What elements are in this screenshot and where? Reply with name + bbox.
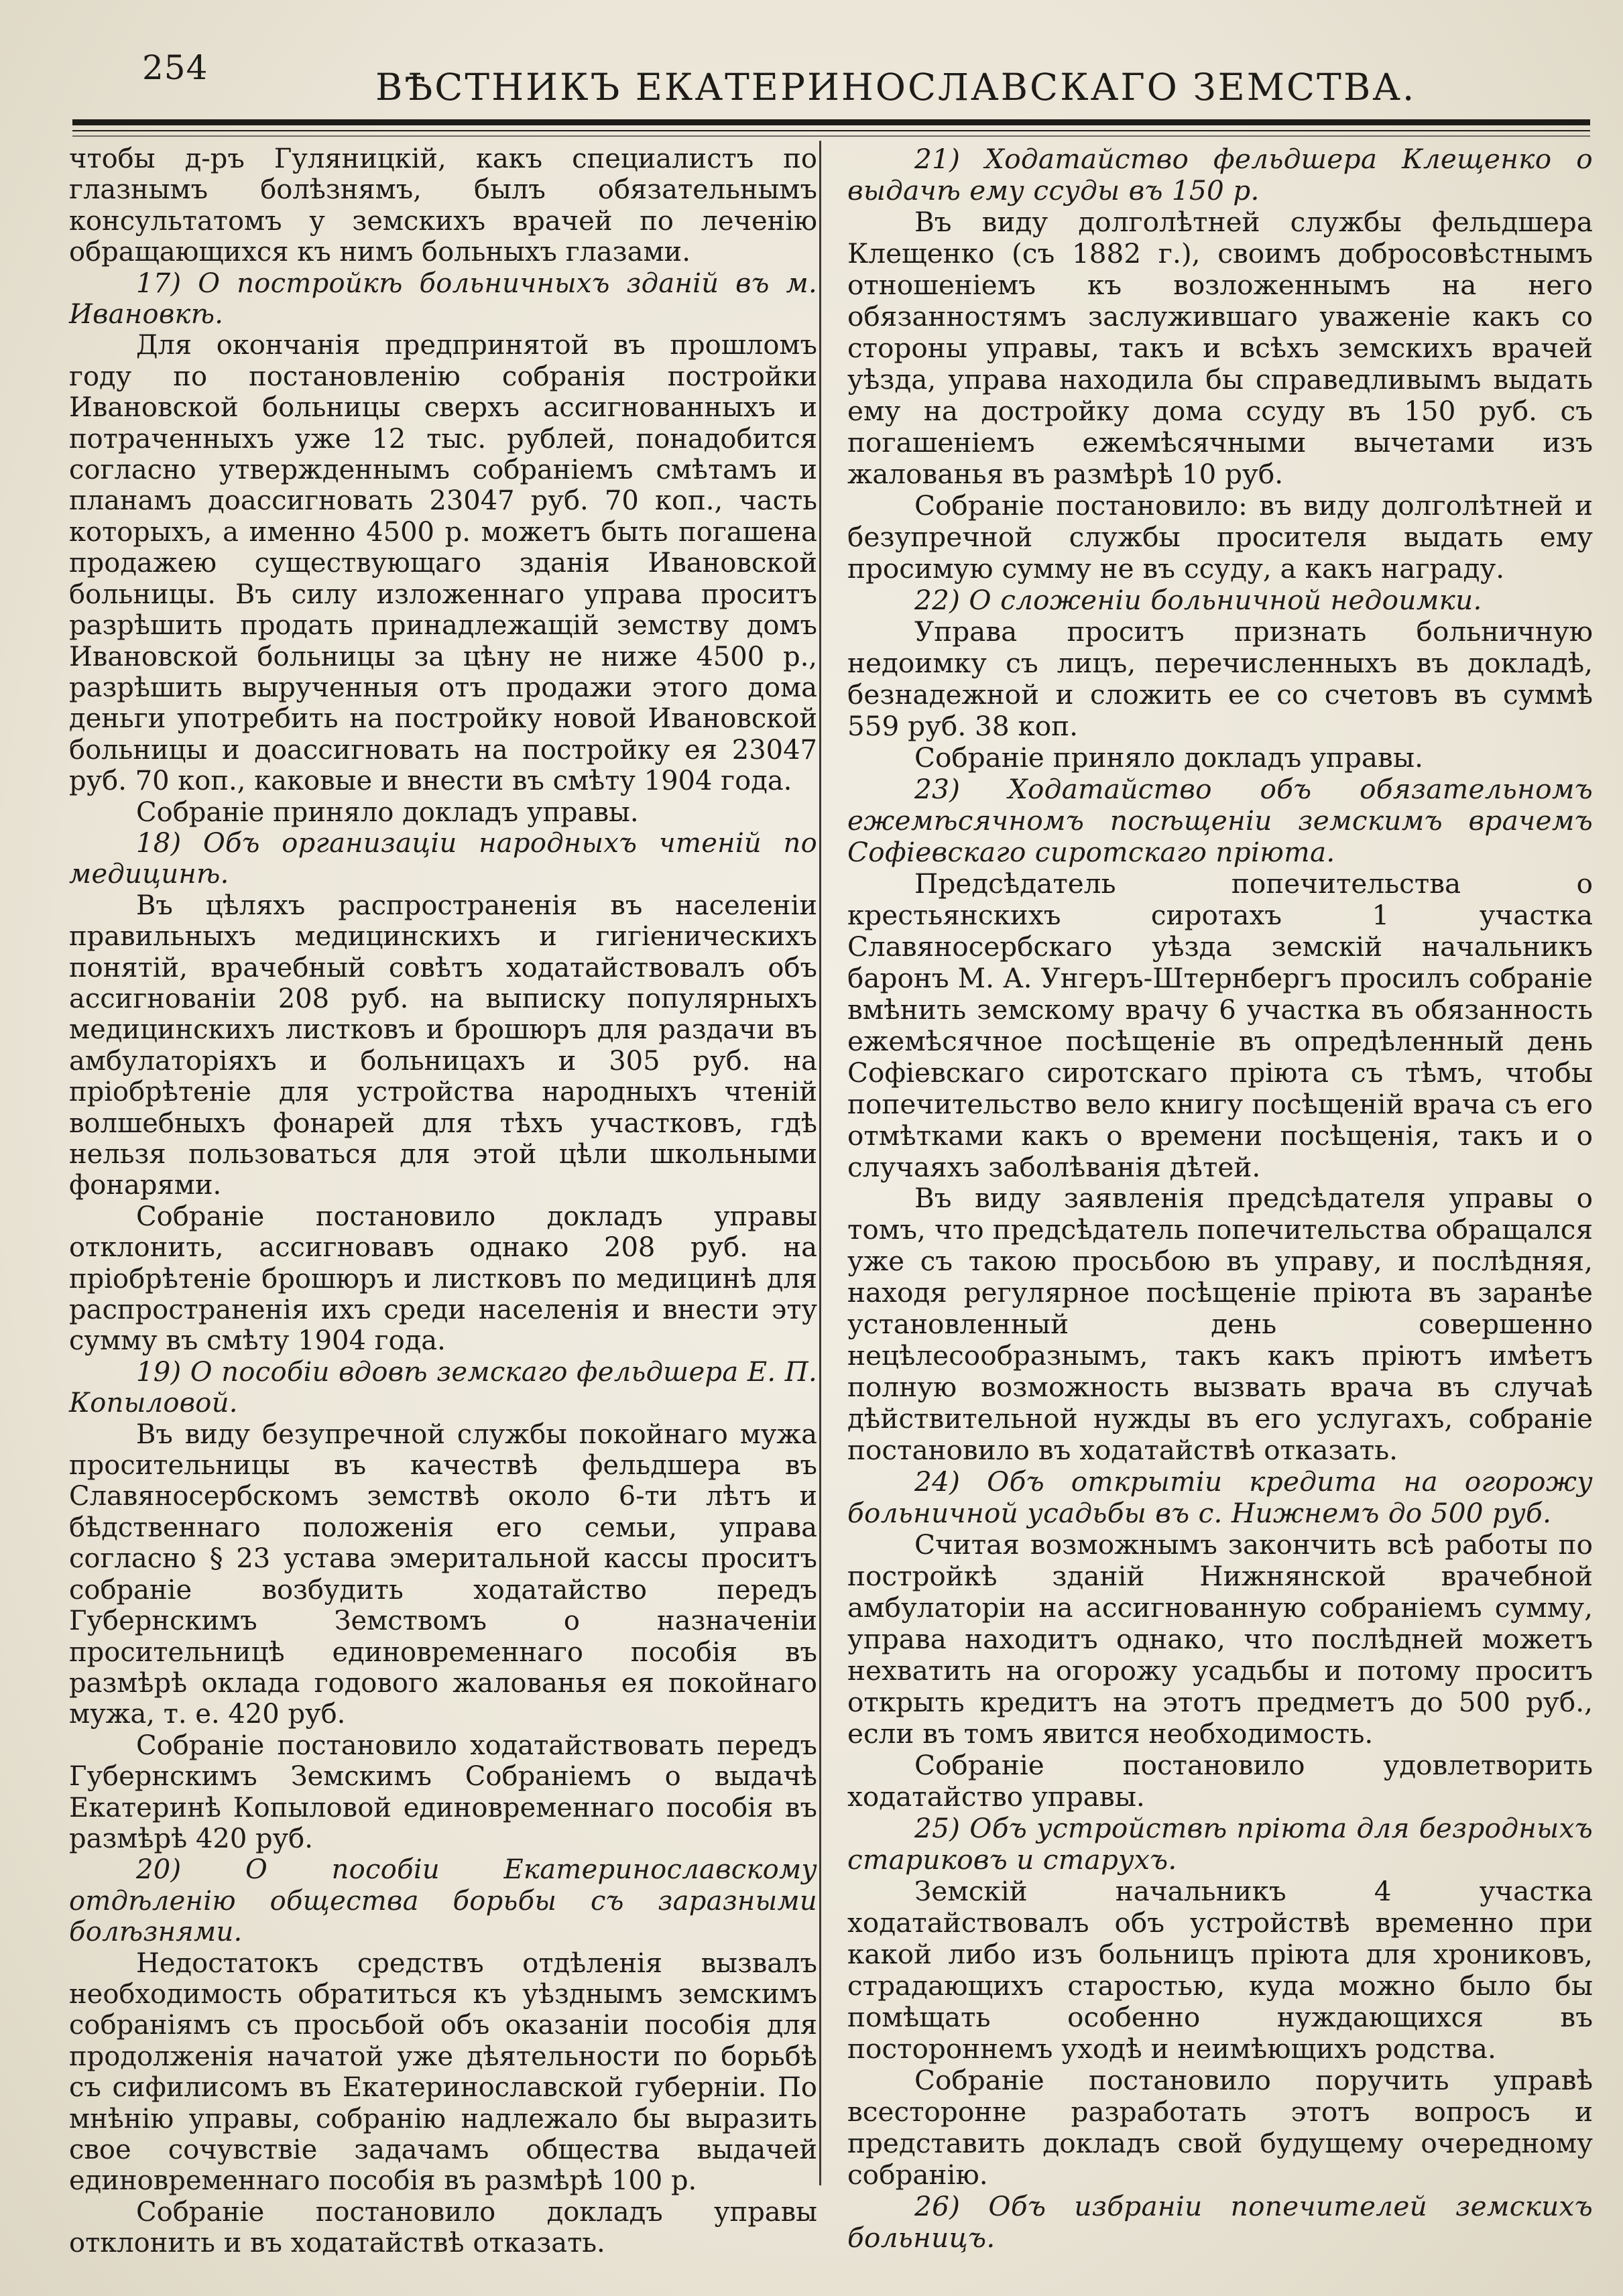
section-heading: 26) Объ избраніи попечителей земскихъ больницъ. bbox=[847, 2189, 1593, 2254]
paragraph: Собраніе постановило удовлетворить ходатайство управы. bbox=[847, 1749, 1593, 1813]
section-heading: 22) О сложеніи больничной недоимки. bbox=[914, 583, 1482, 616]
paragraph: Собраніе постановило докладъ управы отклонить и въ ходатайствѣ отказать. bbox=[69, 2196, 817, 2259]
paragraph: Считая возможнымъ закончить всѣ работы по постройкѣ зданій Нижнянской врачебной амбулаторіи на ассигнованную собраніемъ сумму, управа находитъ однако, что послѣдней можетъ нехватить на огорожу усадьбы и потому проситъ открыть кредитъ на этотъ предметъ до 500 руб., если въ томъ явится необходимость. bbox=[847, 1528, 1593, 1750]
paragraph: Собраніе приняло докладъ управы. bbox=[136, 796, 639, 828]
paragraph: Собраніе постановило: въ виду долголѣтней и безупречной службы просителя выдать ему просимую сумму не въ ссуду, а какъ награду. bbox=[847, 489, 1593, 585]
paragraph: Для окончанія предпринятой въ прошломъ году по постановленію собранія постройки Ивановской больницы сверхъ ассигнованныхъ и потраченныхъ уже 12 тыс. рублей, понадобится согласно утвержденнымъ собраніемъ смѣтамъ и планамъ доассигновать 23047 руб. 70 коп., часть которыхъ, а именно 4500 р. можетъ быть погашена продажею существующаго зданія Ивановской больницы. Въ силу изложеннаго управа проситъ разрѣшить продать принадлежащій земству домъ Ивановской больницы за цѣну не ниже 4500 р., разрѣшить вырученныя отъ продажи этого дома деньги употребить на постройку новой Ивановской больницы и доассигновать на постройку ея 23047 руб. 70 коп., каковые и внести въ смѣту 1904 года. bbox=[69, 330, 817, 797]
page-number: 254 bbox=[142, 48, 208, 87]
paragraph: Предсѣдатель попечительства о крестьянскихъ сиротахъ 1 участка Славяносербскаго уѣзда земскій начальникъ баронъ М. А. Унгеръ-Штернбергъ просилъ собраніе вмѣнить земскому врачу 6 участка въ обязанность ежемѣсячное посѣщеніе въ опредѣленный день Софіевскаго сиротскаго пріюта съ тѣмъ, чтобы попечительство вело книгу посѣщеній врача съ его отмѣтками какъ о времени посѣщенія, такъ и о случаяхъ заболѣванія дѣтей. bbox=[847, 867, 1593, 1183]
header-rule-thin bbox=[72, 130, 1590, 131]
header-rule-faint bbox=[72, 135, 1590, 137]
section-heading: 17) О постройкѣ больничныхъ зданій въ м. Ивановкѣ. bbox=[69, 267, 817, 330]
header-rule bbox=[72, 119, 1590, 125]
paragraph: Управа проситъ признать больничную недоимку съ лицъ, перечисленныхъ въ докладѣ, безнадежной и сложить ее со счетовъ въ суммѣ 559 руб. 38 коп. bbox=[847, 615, 1593, 742]
paragraph: Въ виду заявленія предсѣдателя управы о томъ, что предсѣдатель попечительства обращался уже съ такою просьбою въ управу, и послѣдняя, находя регулярное посѣщеніе пріюта въ заранѣе установленный день совершенно нецѣлесообразнымъ, такъ какъ пріютъ имѣетъ полную возможность вызвать врача въ случаѣ дѣйствительной нужды въ его услугахъ, собраніе постановило въ ходатайствѣ отказать. bbox=[847, 1182, 1593, 1467]
section-heading: 19) О пособіи вдовѣ земскаго фельдшера Е. П. Копыловой. bbox=[69, 1356, 817, 1419]
left-column bbox=[69, 143, 817, 2259]
column-divider bbox=[819, 141, 821, 2185]
paragraph: Собраніе постановило ходатайствовать передъ Губернскимъ Земскимъ Собраніемъ о выдачѣ Екатеринѣ Копыловой единовременнаго пособія въ размѣрѣ 420 руб. bbox=[69, 1730, 817, 1854]
paragraph: Земскій начальникъ 4 участка ходатайствовалъ объ устройствѣ временно при какой либо изъ больницъ пріюта для хрониковъ, страдающихъ старостью, куда можно было бы помѣщать особенно нуждающихся въ постороннемъ уходѣ и неимѣющихъ родства. bbox=[847, 1875, 1593, 2065]
paragraph: Собраніе постановило поручить управѣ всесторонне разработать этотъ вопросъ и представить докладъ свой будущему очередному собранію. bbox=[847, 2064, 1593, 2191]
paragraph: Въ виду долголѣтней службы фельдшера Клещенко (съ 1882 г.), своимъ добросовѣстнымъ отношеніемъ къ возложеннымъ на него обязанностямъ заслужившаго уваженіе какъ со стороны управы, такъ и всѣхъ земскихъ врачей уѣзда, управа находила бы справедливымъ выдать ему на достройку дома ссуду въ 150 руб. съ погашеніемъ ежемѣсячными вычетами изъ жалованья въ размѣрѣ 10 руб. bbox=[847, 205, 1593, 490]
paragraph: чтобы д-ръ Гуляницкій, какъ специалистъ по глазнымъ болѣзнямъ, былъ обязательнымъ консультатомъ у земскихъ врачей по леченію обращающихся къ нимъ больныхъ глазами. bbox=[69, 143, 817, 268]
section-heading: 18) Объ организаціи народныхъ чтеній по медицинѣ. bbox=[69, 827, 817, 890]
running-title: ВѢСТНИКЪ ЕКАТЕРИНОСЛАВСКАГО ЗЕМСТВА. bbox=[375, 66, 1417, 109]
section-heading: 23) Ходатайство объ обязательномъ ежемѣсячномъ посѣщеніи земскимъ врачемъ Софіевскаго сиротскаго пріюта. bbox=[847, 772, 1593, 868]
paragraph: Собраніе постановило докладъ управы отклонить, ассигновавъ однако 208 руб. на пріобрѣтеніе брошюръ и листковъ по медицинѣ для распространенія ихъ среди населенія и внести эту сумму въ смѣту 1904 года. bbox=[69, 1201, 817, 1357]
paragraph: Въ цѣляхъ распространенія въ населеніи правильныхъ медицинскихъ и гигіеническихъ понятій, врачебный совѣтъ ходатайствовалъ объ ассигнованіи 208 руб. на выписку популярныхъ медицинскихъ листковъ и брошюръ для раздачи въ амбулаторіяхъ и больницахъ и 305 руб. на пріобрѣтеніе для устройства народныхъ чтеній волшебныхъ фонарей для тѣхъ участковъ, гдѣ нельзя пользоваться для этой цѣли школьными фонарями. bbox=[69, 890, 817, 1201]
right-column bbox=[847, 143, 1593, 2254]
paragraph: Недостатокъ средствъ отдѣленія вызвалъ необходимость обратиться къ уѣзднымъ земскимъ собраніямъ съ просьбой объ оказаніи пособія для продолженія начатой уже дѣятельности по борьбѣ съ сифилисомъ въ Екатеринославской губерніи. По мнѣнію управы, собранію надлежало бы выразить свое сочувствіе задачамъ общества выдачей единовременнаго пособія въ размѣрѣ 100 р. bbox=[69, 1947, 817, 2197]
section-heading: 25) Объ устройствѣ пріюта для безродныхъ стариковъ и старухъ. bbox=[847, 1812, 1593, 1876]
section-heading: 21) Ходатайство фельдшера Клещенко о выдачѣ ему ссуды въ 150 р. bbox=[847, 143, 1593, 206]
paragraph: Въ виду безупречной службы покойнаго мужа просительницы въ качествѣ фельдшера въ Славяносербскомъ земствѣ около 6-ти лѣтъ и бѣдственнаго положенія его семьи, управа согласно § 23 устава эмеритальной кассы проситъ собраніе возбудить ходатайство передъ Губернскимъ Земствомъ о назначеніи просительницѣ единовременнаго пособія въ размѣрѣ оклада годового жалованья ея покойнаго мужа, т. е. 420 руб. bbox=[69, 1418, 817, 1730]
paragraph: Собраніе приняло докладъ управы. bbox=[914, 741, 1423, 774]
section-heading: 20) О пособіи Екатеринославскому отдѣленію общества борьбы съ заразными болѣзнями. bbox=[69, 1854, 817, 1948]
section-heading: 24) Объ открытіи кредита на огорожу больничной усадьбы въ с. Нижнемъ до 500 руб. bbox=[847, 1465, 1593, 1530]
